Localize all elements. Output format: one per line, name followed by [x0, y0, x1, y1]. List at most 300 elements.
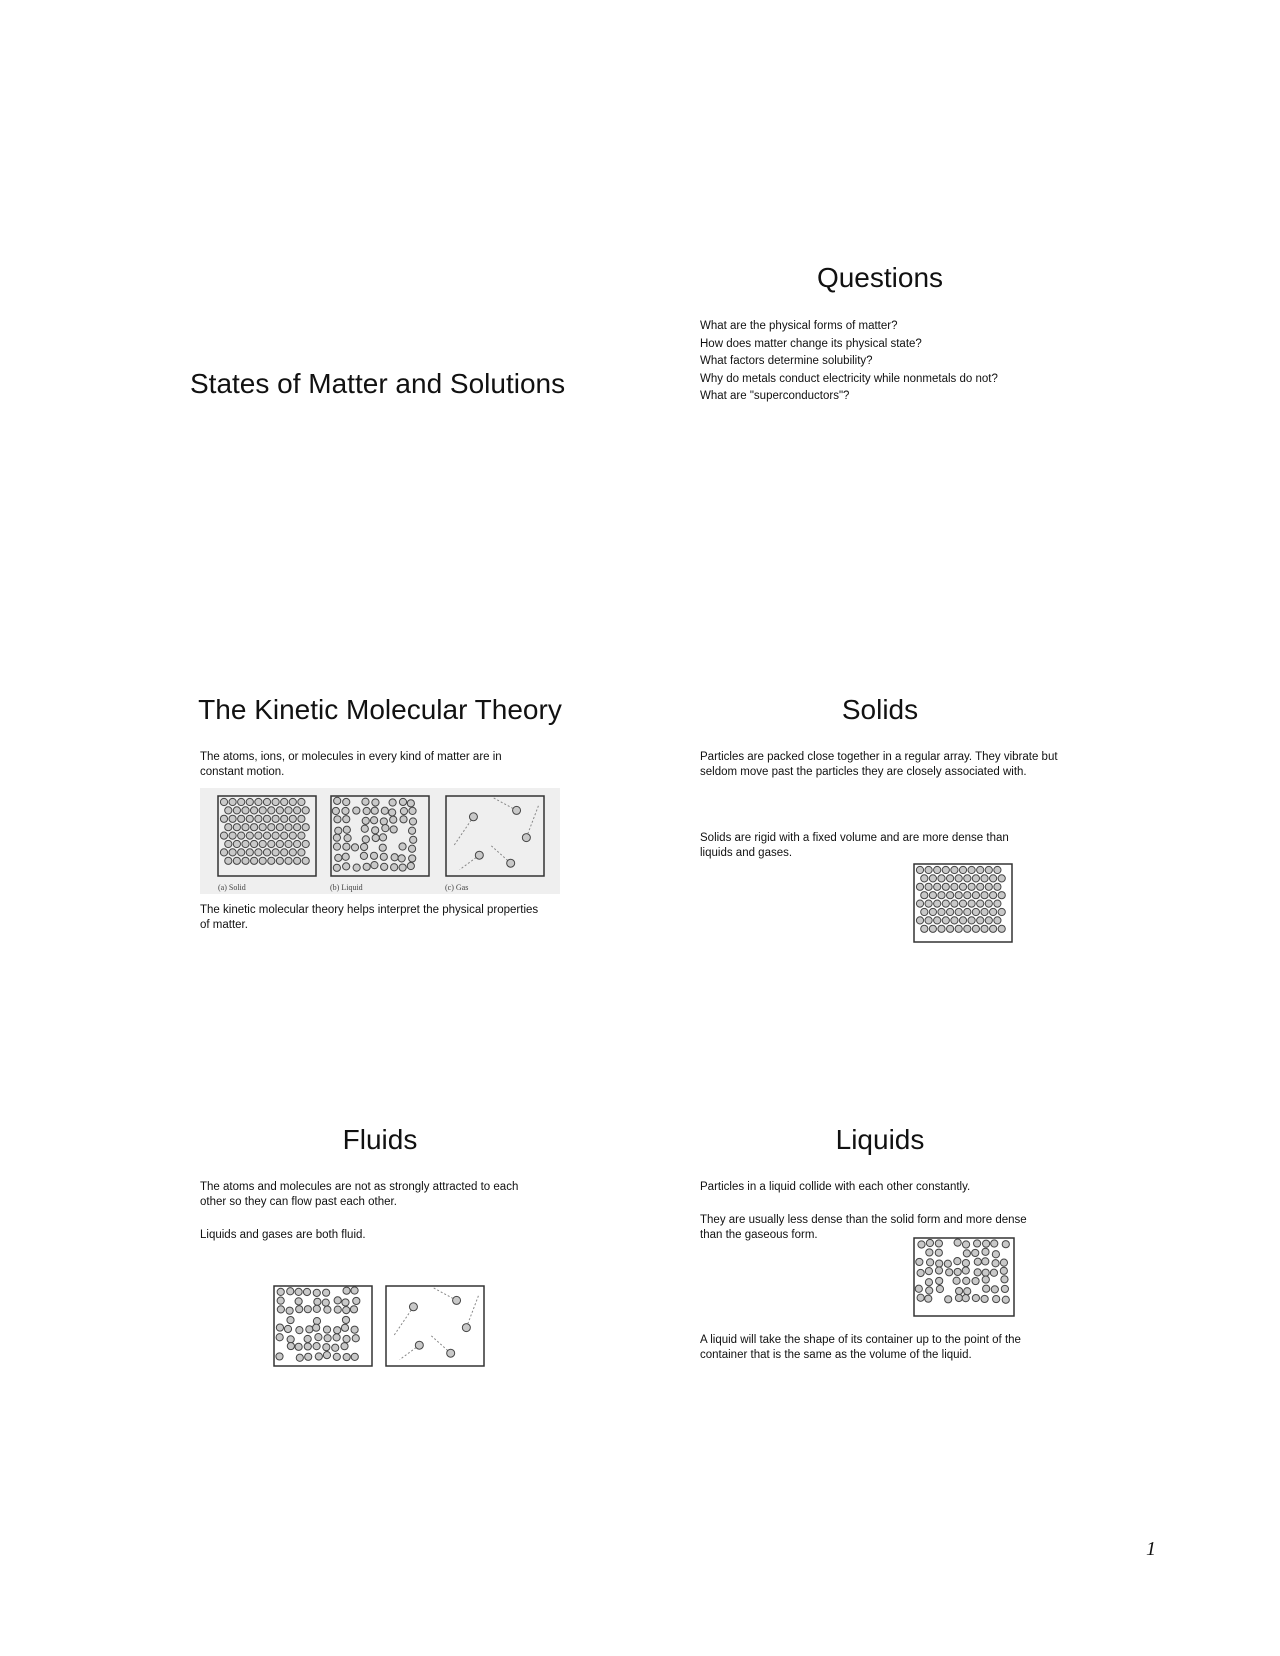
- particle: [942, 900, 949, 907]
- particle: [409, 807, 416, 814]
- particle: [220, 815, 227, 822]
- particle: [994, 900, 1001, 907]
- particle: [255, 798, 262, 805]
- particle: [469, 813, 477, 821]
- particle: [343, 1335, 350, 1342]
- liquids-text-2: They are usually less dense than the solid form and more dense than the gaseous form.: [700, 1214, 1027, 1241]
- fluid-particles-figure: [272, 1284, 488, 1368]
- particle: [921, 908, 928, 915]
- particle: [963, 1250, 970, 1257]
- particle: [934, 866, 941, 873]
- particle: [947, 925, 954, 932]
- particle: [333, 843, 340, 850]
- particle: [287, 1342, 294, 1349]
- particle: [938, 892, 945, 899]
- title-slide-heading: States of Matter and Solutions: [190, 368, 566, 399]
- particle: [372, 827, 379, 834]
- particle: [998, 908, 1005, 915]
- particle: [284, 1325, 291, 1332]
- liquids-heading: Liquids: [835, 1124, 925, 1155]
- particle: [276, 1324, 283, 1331]
- particle: [964, 1288, 971, 1295]
- particle: [955, 875, 962, 882]
- particle: [298, 798, 305, 805]
- particle: [238, 849, 245, 856]
- list-item: What factors determine solubility?: [700, 355, 873, 367]
- particle: [379, 844, 386, 851]
- particle: [342, 807, 349, 814]
- particle: [982, 1240, 989, 1247]
- particle: [304, 1306, 311, 1313]
- particle: [972, 875, 979, 882]
- particle: [945, 1296, 952, 1303]
- particle: [314, 1298, 321, 1305]
- particle: [363, 807, 370, 814]
- particle: [276, 857, 283, 864]
- particle: [951, 900, 958, 907]
- particle: [994, 866, 1001, 873]
- particle: [323, 1344, 330, 1351]
- liquid-particles-figure: [912, 1236, 1016, 1318]
- particle: [281, 815, 288, 822]
- particle: [246, 849, 253, 856]
- particle: [220, 832, 227, 839]
- particle: [929, 925, 936, 932]
- particle: [964, 892, 971, 899]
- particle: [990, 875, 997, 882]
- particle: [391, 864, 398, 871]
- particle: [361, 825, 368, 832]
- questions-list: [700, 318, 1080, 406]
- particle: [351, 1287, 358, 1294]
- particle: [242, 857, 249, 864]
- particle: [916, 1258, 923, 1265]
- particle: [251, 857, 258, 864]
- particle: [938, 925, 945, 932]
- particle: [287, 1288, 294, 1295]
- particle: [268, 840, 275, 847]
- particle: [324, 1335, 331, 1342]
- list-item: Why do metals conduct electricity while nonmetals do not?: [700, 372, 998, 385]
- particle: [447, 1349, 455, 1357]
- solids-heading: Solids: [841, 694, 919, 725]
- kinetic-theory-heading: The Kinetic Molecular Theory: [198, 694, 562, 725]
- particle: [334, 1306, 341, 1313]
- particle: [263, 815, 270, 822]
- particle: [507, 859, 515, 867]
- particle: [259, 857, 266, 864]
- particle: [229, 815, 236, 822]
- particle: [323, 1326, 330, 1333]
- particle: [255, 849, 262, 856]
- particle: [276, 840, 283, 847]
- particle: [964, 925, 971, 932]
- particle: [287, 1316, 294, 1323]
- particle: [916, 866, 923, 873]
- particle: [994, 883, 1001, 890]
- fluids-heading: Fluids: [342, 1124, 418, 1155]
- liquids-text-1: Particles in a liquid collide with each other constantly.: [700, 1181, 971, 1193]
- particle: [362, 817, 369, 824]
- particle: [229, 798, 236, 805]
- particle: [363, 863, 370, 870]
- particle: [954, 1268, 961, 1275]
- particle: [380, 853, 387, 860]
- particle: [294, 857, 301, 864]
- particle: [985, 917, 992, 924]
- particle: [351, 1326, 358, 1333]
- particle: [255, 832, 262, 839]
- page-number: 1: [1146, 1538, 1156, 1560]
- particle: [925, 883, 932, 890]
- particle: [985, 900, 992, 907]
- particle: [968, 866, 975, 873]
- particle: [947, 908, 954, 915]
- particle: [962, 1241, 969, 1248]
- particle: [968, 883, 975, 890]
- particle: [360, 852, 367, 859]
- particle: [963, 1277, 970, 1284]
- particle: [977, 917, 984, 924]
- particle: [929, 892, 936, 899]
- particle: [977, 900, 984, 907]
- particle: [1001, 1285, 1008, 1292]
- particle: [462, 1324, 470, 1332]
- particle: [959, 866, 966, 873]
- particle: [351, 844, 358, 851]
- particle: [276, 1353, 283, 1360]
- particle: [921, 925, 928, 932]
- particle: [409, 1303, 417, 1311]
- particle: [305, 1353, 312, 1360]
- particle: [268, 824, 275, 831]
- particle: [998, 875, 1005, 882]
- particle: [313, 1317, 320, 1324]
- particle: [925, 1268, 932, 1275]
- particle: [315, 1334, 322, 1341]
- particle: [964, 908, 971, 915]
- particle: [350, 1306, 357, 1313]
- particle: [409, 818, 416, 825]
- particle: [936, 1260, 943, 1267]
- motion-trail: [394, 1307, 414, 1336]
- particle: [285, 824, 292, 831]
- particle: [229, 849, 236, 856]
- particle: [238, 798, 245, 805]
- particle: [935, 1240, 942, 1247]
- particle: [921, 875, 928, 882]
- particle: [296, 1306, 303, 1313]
- particle: [342, 1316, 349, 1323]
- particle: [276, 807, 283, 814]
- particle: [295, 1298, 302, 1305]
- particle: [934, 917, 941, 924]
- particle: [390, 816, 397, 823]
- particle: [353, 807, 360, 814]
- particle: [915, 1285, 922, 1292]
- particle: [926, 1249, 933, 1256]
- particle: [362, 836, 369, 843]
- particle: [306, 1326, 313, 1333]
- particle: [276, 824, 283, 831]
- particle: [982, 1269, 989, 1276]
- particle: [400, 808, 407, 815]
- particle: [287, 1336, 294, 1343]
- particle: [938, 908, 945, 915]
- particle: [334, 1297, 341, 1304]
- particle: [962, 1295, 969, 1302]
- particle: [916, 883, 923, 890]
- particle: [286, 1307, 293, 1314]
- particle: [399, 864, 406, 871]
- solids-text-1: Particles are packed close together in a regular array. They vibrate but seldom move past the particles they are closely associated with.: [700, 751, 1058, 778]
- particle: [929, 875, 936, 882]
- particle: [246, 815, 253, 822]
- kinetic-theory-text: The atoms, ions, or molecules in every kind of matter are in constant motion.: [200, 751, 502, 778]
- particle: [381, 807, 388, 814]
- particle: [225, 840, 232, 847]
- figure-caption-liquid: (b) Liquid: [330, 883, 363, 892]
- particle: [391, 854, 398, 861]
- particle: [475, 851, 483, 859]
- particle: [972, 892, 979, 899]
- particle: [351, 1353, 358, 1360]
- particle: [352, 1335, 359, 1342]
- particle: [324, 1306, 331, 1313]
- particle: [294, 807, 301, 814]
- particle: [400, 816, 407, 823]
- particle: [295, 1343, 302, 1350]
- particle: [936, 1285, 943, 1292]
- particle: [1002, 1241, 1009, 1248]
- particle: [294, 824, 301, 831]
- particle: [955, 1294, 962, 1301]
- particle: [313, 1289, 320, 1296]
- particle: [272, 815, 279, 822]
- particle: [302, 807, 309, 814]
- particle: [962, 1267, 969, 1274]
- particle: [372, 799, 379, 806]
- particle: [238, 815, 245, 822]
- particle: [992, 1260, 999, 1267]
- particle: [315, 1353, 322, 1360]
- particle: [954, 1258, 961, 1265]
- particle: [233, 807, 240, 814]
- particle: [304, 1343, 311, 1350]
- particle: [982, 1276, 989, 1283]
- particle: [959, 900, 966, 907]
- particle: [916, 917, 923, 924]
- questions-heading: Questions: [816, 262, 944, 293]
- particle: [233, 840, 240, 847]
- particle: [985, 883, 992, 890]
- particle: [371, 862, 378, 869]
- particle: [925, 1279, 932, 1286]
- particle: [998, 925, 1005, 932]
- particle: [410, 836, 417, 843]
- particle: [296, 1354, 303, 1361]
- particle: [333, 864, 340, 871]
- list-item: What are "superconductors"?: [700, 390, 850, 402]
- particle: [968, 900, 975, 907]
- particle: [277, 1288, 284, 1295]
- particle: [983, 1285, 990, 1292]
- particle: [285, 807, 292, 814]
- particle: [272, 832, 279, 839]
- particle: [962, 1259, 969, 1266]
- particle: [251, 807, 258, 814]
- particle: [972, 1294, 979, 1301]
- particle: [289, 798, 296, 805]
- particle: [281, 832, 288, 839]
- particle: [263, 798, 270, 805]
- particle: [990, 925, 997, 932]
- particle: [370, 852, 377, 859]
- particle: [917, 1294, 924, 1301]
- particle: [295, 1288, 302, 1295]
- particle: [409, 855, 416, 862]
- particle: [944, 1260, 951, 1267]
- particle: [974, 1269, 981, 1276]
- gas-particle-box: [386, 1286, 484, 1366]
- particle: [289, 832, 296, 839]
- particle: [251, 824, 258, 831]
- particle: [303, 1288, 310, 1295]
- particle: [233, 857, 240, 864]
- particle: [370, 817, 377, 824]
- particle: [981, 925, 988, 932]
- particle: [246, 798, 253, 805]
- particle: [925, 900, 932, 907]
- particle: [968, 917, 975, 924]
- particle: [323, 1289, 330, 1296]
- particle: [934, 900, 941, 907]
- particle: [972, 1277, 979, 1284]
- particle: [302, 824, 309, 831]
- solid-particles-figure: [912, 862, 1014, 944]
- particle: [513, 806, 521, 814]
- particle: [289, 815, 296, 822]
- particle: [255, 815, 262, 822]
- particle: [238, 832, 245, 839]
- particle: [408, 845, 415, 852]
- particle: [229, 832, 236, 839]
- particle: [935, 1249, 942, 1256]
- particle: [371, 807, 378, 814]
- solids-text-2: Solids are rigid with a fixed volume and are more dense than liquids and gases.: [700, 832, 1009, 859]
- particle: [268, 857, 275, 864]
- particle: [225, 824, 232, 831]
- fluids-text-2: Liquids and gases are both fluid.: [200, 1229, 366, 1241]
- liquids-text-3: A liquid will take the shape of its container up to the point of the container that is the same as the volume of the liquid.: [700, 1334, 1021, 1361]
- particle: [313, 1305, 320, 1312]
- particle: [936, 1277, 943, 1284]
- particle: [313, 1324, 320, 1331]
- particle: [343, 798, 350, 805]
- particle: [407, 800, 414, 807]
- fluids-text-1: The atoms and molecules are not as strongly attracted to each other so they can flow past each other.: [200, 1181, 519, 1208]
- particle: [390, 826, 397, 833]
- particle: [990, 892, 997, 899]
- particle: [332, 807, 339, 814]
- particle: [344, 834, 351, 841]
- particle: [974, 1258, 981, 1265]
- particle: [964, 875, 971, 882]
- particle: [990, 908, 997, 915]
- particle: [242, 807, 249, 814]
- particle: [333, 1334, 340, 1341]
- particle: [917, 1269, 924, 1276]
- particle: [408, 827, 415, 834]
- particle: [947, 875, 954, 882]
- particle: [938, 875, 945, 882]
- particle: [951, 883, 958, 890]
- particle: [982, 1258, 989, 1265]
- figure-caption-gas: (c) Gas: [445, 883, 469, 892]
- particle: [277, 1306, 284, 1313]
- particle: [998, 892, 1005, 899]
- particle: [263, 849, 270, 856]
- particle: [285, 840, 292, 847]
- particle: [955, 908, 962, 915]
- particle: [407, 862, 414, 869]
- particle: [955, 892, 962, 899]
- particle: [263, 832, 270, 839]
- particle: [277, 1297, 284, 1304]
- particle: [972, 1249, 979, 1256]
- particle: [925, 917, 932, 924]
- particle: [259, 824, 266, 831]
- particle: [246, 832, 253, 839]
- particle: [323, 1351, 330, 1358]
- motion-trail: [466, 1294, 479, 1328]
- particle: [353, 1297, 360, 1304]
- particle: [259, 840, 266, 847]
- particle: [947, 892, 954, 899]
- particle: [372, 834, 379, 841]
- liquid-particle-box: [274, 1286, 372, 1366]
- particle: [926, 1239, 933, 1246]
- particle: [977, 866, 984, 873]
- particle: [272, 798, 279, 805]
- particle: [225, 857, 232, 864]
- particle: [334, 797, 341, 804]
- particle: [977, 883, 984, 890]
- particle: [926, 1287, 933, 1294]
- particle: [225, 807, 232, 814]
- particle: [951, 917, 958, 924]
- particle: [381, 863, 388, 870]
- particle: [453, 1296, 461, 1304]
- particle: [951, 866, 958, 873]
- particle: [289, 849, 296, 856]
- particle: [1000, 1259, 1007, 1266]
- particle: [981, 892, 988, 899]
- particle: [332, 1344, 339, 1351]
- particle: [333, 1353, 340, 1360]
- particle: [953, 1277, 960, 1284]
- particle: [343, 1353, 350, 1360]
- particle: [935, 1267, 942, 1274]
- particle: [934, 883, 941, 890]
- particle: [285, 857, 292, 864]
- particle: [281, 798, 288, 805]
- particle: [343, 826, 350, 833]
- particle: [955, 925, 962, 932]
- particle: [389, 809, 396, 816]
- particle: [994, 917, 1001, 924]
- particle: [272, 849, 279, 856]
